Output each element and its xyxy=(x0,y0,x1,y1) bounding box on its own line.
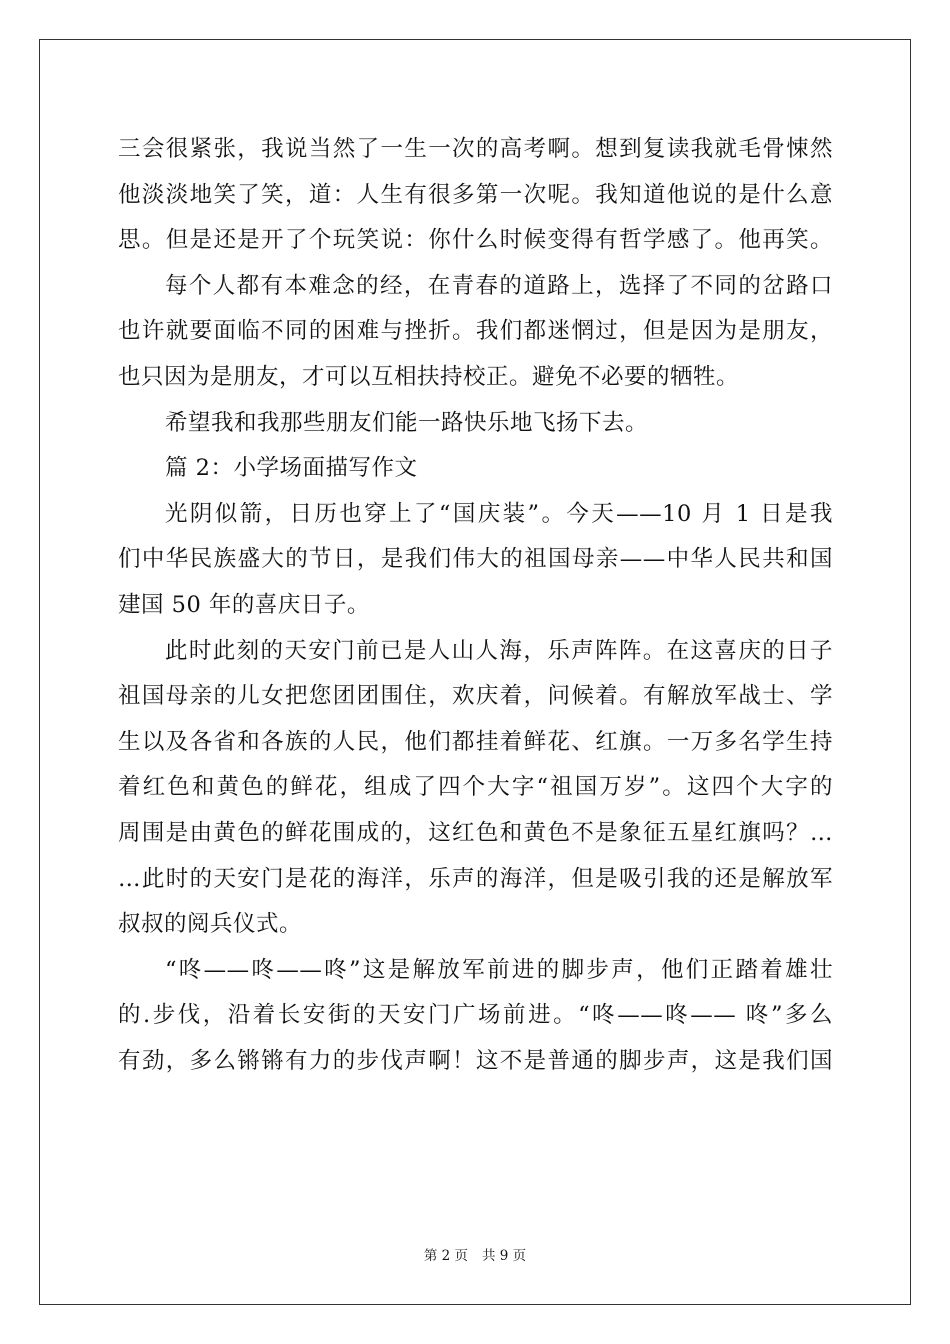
text-line: 着红色和黄色的鲜花，组成了四个大字“祖国万岁”。这四个大字的 xyxy=(118,774,833,801)
text-line: 篇 2：小学场面描写作文 xyxy=(165,455,418,482)
body-text xyxy=(118,127,833,1084)
text-line: 叔叔的阅兵仪式。 xyxy=(118,911,303,938)
text-line: 生以及各省和各族的人民，他们都挂着鲜花、红旗。一万多名学生持 xyxy=(118,728,833,755)
text-line: …此时的天安门是花的海洋，乐声的海洋，但是吸引我的还是解放军 xyxy=(118,865,833,892)
page-number: 第 2 页 xyxy=(423,1248,468,1264)
text-line: 也许就要面临不同的困难与挫折。我们都迷惘过，但是因为是朋友， xyxy=(118,318,833,345)
text-line: 光阴似箭，日历也穿上了“国庆装”。今天——10 月 1 日是我 xyxy=(165,500,833,527)
text-line: 祖国母亲的儿女把您团团围住，欢庆着，问候着。有解放军战士、学 xyxy=(118,683,833,710)
text-line: 也只因为是朋友，才可以互相扶持校正。避免不必要的牺牲。 xyxy=(118,363,740,390)
text-line: 此时此刻的天安门前已是人山人海，乐声阵阵。在这喜庆的日子 xyxy=(165,637,833,664)
text-line: 每个人都有本难念的经，在青春的道路上，选择了不同的岔路口 xyxy=(165,272,833,299)
text-line: 思。但是还是开了个玩笑说：你什么时候变得有哲学感了。他再笑。 xyxy=(118,227,833,254)
text-line: 有劲，多么锵锵有力的步伐声啊！这不是普通的脚步声，这是我们国 xyxy=(118,1047,833,1074)
text-line: 的.步伐，沿着长安街的天安门广场前进。“咚——咚—— 咚”多么 xyxy=(118,1002,833,1029)
text-line: 建国 50 年的喜庆日子。 xyxy=(118,591,370,618)
page-footer xyxy=(0,1244,950,1264)
text-line: 周围是由黄色的鲜花围成的，这红色和黄色不是象征五星红旗吗？… xyxy=(118,819,833,846)
text-line: 希望我和我那些朋友们能一路快乐地飞扬下去。 xyxy=(165,409,649,436)
text-line: 三会很紧张，我说当然了一生一次的高考啊。想到复读我就毛骨悚然 xyxy=(118,136,833,162)
text-line: “咚——咚——咚”这是解放军前进的脚步声，他们正踏着雄壮 xyxy=(165,956,833,983)
text-line: 他淡淡地笑了笑，道：人生有很多第一次呢。我知道他说的是什么意 xyxy=(118,181,833,208)
text-line: 们中华民族盛大的节日，是我们伟大的祖国母亲——中华人民共和国 xyxy=(118,546,833,573)
page-total: 共 9 页 xyxy=(482,1248,527,1264)
